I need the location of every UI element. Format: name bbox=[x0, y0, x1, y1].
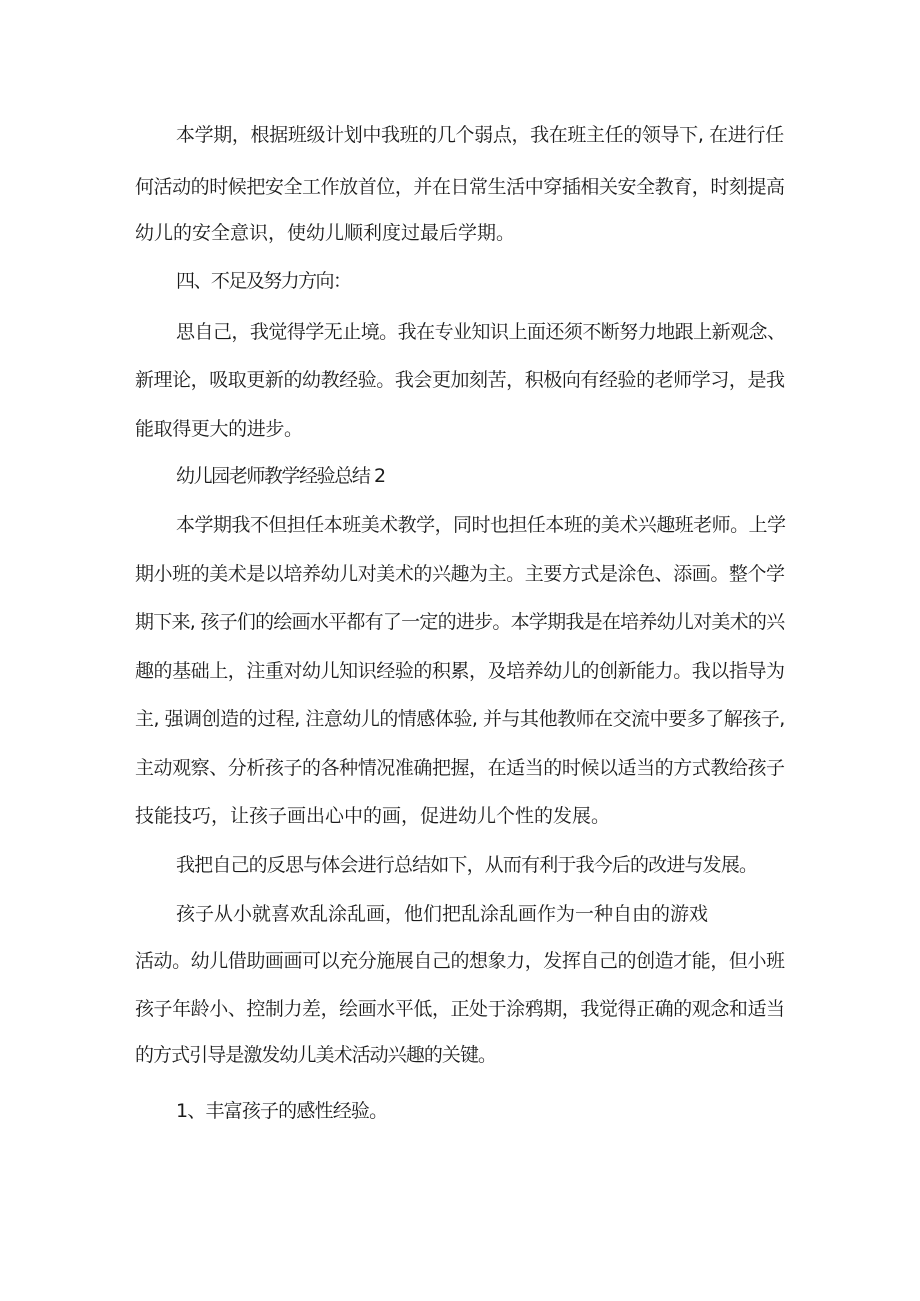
paragraph-3-line-4: 趣的基础上，注重对幼儿知识经验的积累，及培养幼儿的创新能力。我以指导为 bbox=[135, 660, 785, 682]
paragraph-5-line-1: 孩子从小就喜欢乱涂乱画，他们把乱涂乱画作为一种自由的游戏 bbox=[176, 903, 709, 925]
paragraph-1-line-3: 幼儿的安全意识，使幼儿顺利度过最后学期。 bbox=[135, 222, 516, 244]
paragraph-2-line-2: 新理论，吸取更新的幼教经验。我会更加刻苦，积极向有经验的老师学习，是我 bbox=[135, 369, 785, 391]
paragraph-3-line-1: 本学期我不但担任本班美术教学，同时也担任本班的美术兴趣班老师。上学 bbox=[176, 514, 786, 536]
paragraph-3-line-5: 主, 强调创造的过程, 注意幼儿的情感体验, 并与其他教师在交流中要多了解孩子, bbox=[135, 708, 785, 730]
section-title-summary-2: 幼儿园老师教学经验总结 2 bbox=[176, 465, 385, 487]
paragraph-2-line-3: 能取得更大的进步。 bbox=[135, 418, 303, 440]
paragraph-5-line-4: 的方式引导是激发幼儿美术活动兴趣的关键。 bbox=[135, 1044, 497, 1066]
list-item-1: 1、丰富孩子的感性经验。 bbox=[176, 1100, 388, 1122]
paragraph-3-line-7: 技能技巧，让孩子画出心中的画，促进幼儿个性的发展。 bbox=[135, 805, 611, 827]
paragraph-1-line-2: 何活动的时候把安全工作放首位，并在日常生活中穿插相关安全教育，时刻提高 bbox=[135, 176, 785, 198]
paragraph-5-line-2: 活动。幼儿借助画画可以充分施展自己的想象力，发挥自己的创造才能，但小班 bbox=[135, 950, 785, 972]
paragraph-4-line-1: 我把自己的反思与体会进行总结如下，从而有利于我今后的改进与发展。 bbox=[176, 854, 758, 876]
paragraph-3-line-3: 期下来, 孩子们的绘画水平都有了一定的进步。本学期我是在培养幼儿对美术的兴 bbox=[135, 611, 785, 633]
paragraph-1-line-1: 本学期，根据班级计划中我班的几个弱点，我在班主任的领导下, 在进行任 bbox=[176, 124, 784, 146]
paragraph-5-line-3: 孩子年龄小、控制力差，绘画水平低，正处于涂鸦期，我觉得正确的观念和适当 bbox=[135, 998, 785, 1020]
section-heading-improvement: 四、不足及努力方向： bbox=[176, 270, 351, 292]
paragraph-3-line-6: 主动观察、分析孩子的各种情况准确把握，在适当的时候以适当的方式教给孩子 bbox=[135, 757, 785, 779]
paragraph-2-line-1: 思自己，我觉得学无止境。我在专业知识上面还须不断努力地跟上新观念、 bbox=[176, 321, 786, 343]
paragraph-3-line-2: 期小班的美术是以培养幼儿对美术的兴趣为主。主要方式是涂色、添画。整个学 bbox=[135, 563, 785, 585]
